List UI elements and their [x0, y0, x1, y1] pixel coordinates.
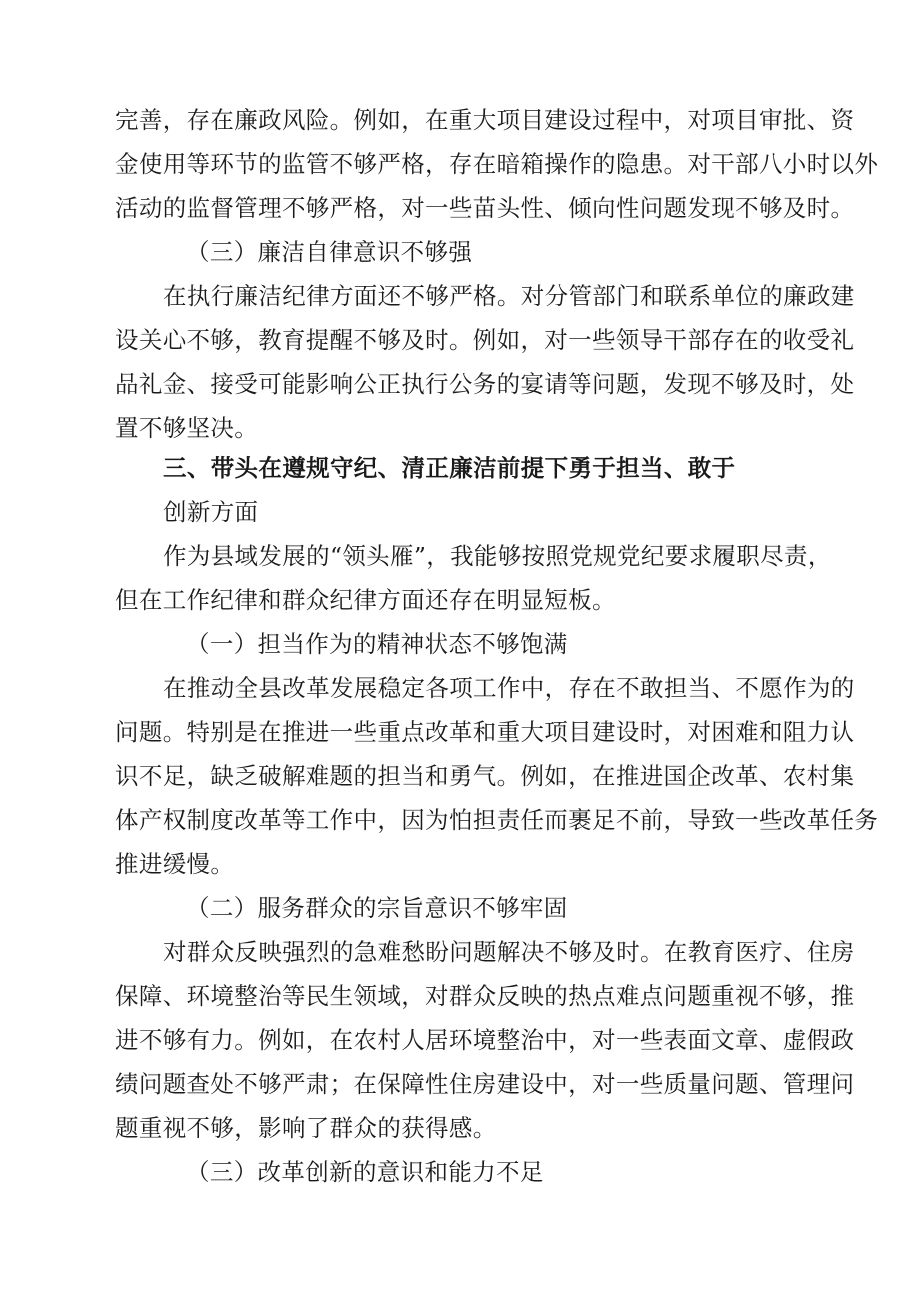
- paragraph-line: 置不够坚决。: [115, 414, 259, 442]
- paragraph-line: 在执行廉洁纪律方面还不够严格。对分管部门和联系单位的廉政建: [163, 282, 855, 310]
- section-heading-continuation: 创新方面: [163, 498, 259, 526]
- paragraph-line: 但在工作纪律和群众纪律方面还存在明显短板。: [115, 586, 616, 614]
- paragraph-line: 金使用等环节的监管不够严格，存在暗箱操作的隐患。对干部八小时以外: [115, 150, 879, 178]
- section-heading: 三、带头在遵规守纪、清正廉洁前提下勇于担当、敢于: [163, 454, 736, 482]
- subsection-heading: （二）服务群众的宗旨意识不够牢固: [186, 894, 568, 922]
- subsection-heading: （三）廉洁自律意识不够强: [186, 238, 473, 266]
- paragraph-line: 保障、环境整治等民生领域，对群众反映的热点难点问题重视不够，推: [115, 982, 855, 1010]
- paragraph-line: 识不足，缺乏破解难题的担当和勇气。例如，在推进国企改革、农村集: [115, 762, 855, 790]
- paragraph-line: 在推动全县改革发展稳定各项工作中，存在不敢担当、不愿作为的: [163, 674, 855, 702]
- paragraph-line: 进不够有力。例如，在农村人居环境整治中，对一些表面文章、虚假政: [115, 1026, 855, 1054]
- paragraph-line: 作为县域发展的“领头雁”，我能够按照党规党纪要求履职尽责，: [163, 542, 832, 570]
- paragraph-line: 题重视不够，影响了群众的获得感。: [115, 1114, 497, 1142]
- paragraph-line: 推进缓慢。: [115, 850, 235, 878]
- paragraph-line: 对群众反映强烈的急难愁盼问题解决不够及时。在教育医疗、住房: [163, 938, 855, 966]
- paragraph-line: 完善，存在廉政风险。例如，在重大项目建设过程中，对项目审批、资: [115, 106, 855, 134]
- paragraph-line: 绩问题查处不够严肃；在保障性住房建设中，对一些质量问题、管理问: [115, 1070, 855, 1098]
- paragraph-line: 设关心不够，教育提醒不够及时。例如，对一些领导干部存在的收受礼: [115, 326, 855, 354]
- paragraph-line: 体产权制度改革等工作中，因为怕担责任而裹足不前，导致一些改革任务: [115, 806, 879, 834]
- subsection-heading: （三）改革创新的意识和能力不足: [186, 1158, 544, 1186]
- paragraph-line: 问题。特别是在推进一些重点改革和重大项目建设时，对困难和阻力认: [115, 718, 855, 746]
- paragraph-line: 品礼金、接受可能影响公正执行公务的宴请等问题，发现不够及时，处: [115, 370, 855, 398]
- paragraph-line: 活动的监督管理不够严格，对一些苗头性、倾向性问题发现不够及时。: [115, 194, 855, 222]
- subsection-heading: （一）担当作为的精神状态不够饱满: [186, 630, 568, 658]
